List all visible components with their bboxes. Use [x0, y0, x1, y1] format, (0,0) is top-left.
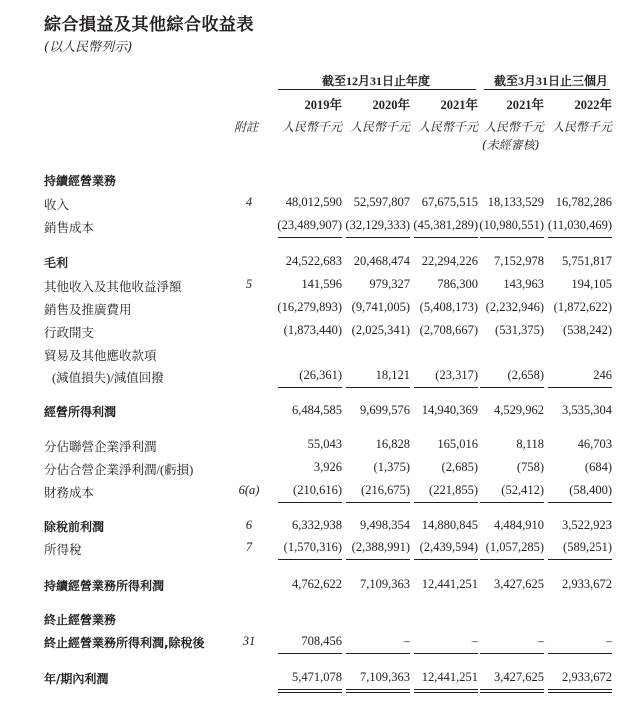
- row-label: 其他收入及其他收益淨額: [44, 280, 182, 294]
- row-value: –: [471, 634, 478, 648]
- row-note: 5: [245, 277, 253, 291]
- row-value: 141,596: [301, 277, 342, 291]
- row-value: 2,933,672: [562, 670, 612, 684]
- row-note: 6(a): [238, 483, 260, 497]
- unit-header: 人民幣千元: [483, 120, 544, 134]
- row-value: 6,332,938: [292, 518, 342, 532]
- row-value: (2,388,991): [351, 540, 410, 554]
- total-underline: [278, 237, 342, 238]
- row-value: 12,441,251: [421, 577, 478, 591]
- row-value: 165,016: [437, 437, 478, 451]
- table-row: [0, 518, 642, 536]
- row-label: 財務成本: [44, 486, 95, 500]
- row-value: (23,489,907): [277, 218, 342, 232]
- row-value: 48,012,590: [285, 195, 342, 209]
- row-value: 5,751,817: [562, 254, 612, 268]
- row-value: (16,279,893): [277, 300, 342, 314]
- row-value: (9,741,005): [351, 300, 410, 314]
- total-underline: [480, 559, 544, 560]
- row-value: 2,933,672: [562, 577, 612, 591]
- row-value: 55,043: [307, 437, 342, 451]
- total-underline: [548, 653, 612, 654]
- row-value: 6,484,585: [292, 403, 342, 417]
- total-underline: [480, 653, 544, 654]
- total-underline: [548, 689, 612, 690]
- row-value: 16,782,286: [555, 195, 612, 209]
- table-row: [0, 540, 642, 558]
- row-label: 除稅前利潤: [44, 520, 105, 534]
- row-value: 194,105: [571, 277, 612, 291]
- year-header: 2021年: [506, 98, 544, 112]
- total-underline: [414, 692, 478, 693]
- row-note: 4: [245, 195, 253, 209]
- row-label: 持續經營業務: [44, 174, 117, 188]
- row-label: 貿易及其他應收款項: [44, 349, 157, 363]
- total-underline: [346, 559, 410, 560]
- unit-header: 人民幣千元: [281, 120, 342, 134]
- row-value: (32,129,333): [345, 218, 410, 232]
- total-underline: [346, 653, 410, 654]
- row-value: 7,109,363: [360, 670, 410, 684]
- row-value: (538,242): [563, 323, 612, 337]
- row-value: (2,025,341): [351, 323, 410, 337]
- period-header-quarter: 截至3月31日止三個月: [494, 74, 609, 88]
- row-label: 銷售及推廣費用: [44, 303, 132, 317]
- row-label: 終止經營業務所得利潤,除稅後: [44, 636, 205, 650]
- row-label: 行政開支: [44, 326, 95, 340]
- row-value: (216,675): [361, 483, 410, 497]
- row-value: (58,400): [569, 483, 612, 497]
- table-row: [0, 577, 642, 595]
- row-value: 979,327: [369, 277, 410, 291]
- total-underline: [414, 689, 478, 690]
- table-row: [0, 634, 642, 652]
- row-value: (758): [516, 460, 544, 474]
- row-value: (210,616): [293, 483, 342, 497]
- period-header-year-rule: [278, 89, 476, 90]
- row-note: 6: [245, 518, 253, 532]
- row-value: 18,121: [375, 368, 410, 382]
- row-value: 14,880,845: [421, 518, 478, 532]
- row-value: 16,828: [375, 437, 410, 451]
- table-row: [0, 195, 642, 213]
- row-value: 22,294,226: [421, 254, 478, 268]
- table-row: [0, 346, 642, 364]
- row-value: (684): [584, 460, 612, 474]
- row-value: (531,375): [495, 323, 544, 337]
- row-value: (2,685): [441, 460, 478, 474]
- total-underline: [480, 689, 544, 690]
- row-value: 3,427,625: [494, 670, 544, 684]
- total-underline: [414, 559, 478, 560]
- statement-subtitle: (以人民幣列示): [44, 40, 133, 55]
- row-value: 4,762,622: [292, 577, 342, 591]
- total-underline: [346, 689, 410, 690]
- total-underline: [548, 559, 612, 560]
- row-value: 246: [593, 368, 612, 382]
- row-label: 所得稅: [44, 543, 82, 557]
- row-value: 708,456: [301, 634, 342, 648]
- row-value: 52,597,807: [353, 195, 410, 209]
- statement-title: 綜合損益及其他綜合收益表: [44, 15, 254, 35]
- row-value: (2,708,667): [419, 323, 478, 337]
- row-label: 終止經營業務: [44, 613, 117, 627]
- total-underline: [548, 387, 612, 388]
- row-label: 經營所得利潤: [44, 405, 117, 419]
- year-header: 2022年: [574, 98, 612, 112]
- table-row: [0, 254, 642, 272]
- row-label: 收入: [44, 198, 70, 212]
- row-note: 7: [245, 540, 253, 554]
- row-value: 18,133,529: [487, 195, 544, 209]
- total-underline: [414, 502, 478, 503]
- table-row: [0, 368, 642, 386]
- table-row: [0, 218, 642, 236]
- total-underline: [278, 692, 342, 693]
- total-underline: [548, 502, 612, 503]
- row-value: 9,498,354: [360, 518, 410, 532]
- row-value: (52,412): [501, 483, 544, 497]
- row-value: –: [605, 634, 612, 648]
- table-row: [0, 300, 642, 318]
- total-underline: [346, 692, 410, 693]
- row-value: (10,980,551): [479, 218, 544, 232]
- row-value: 67,675,515: [421, 195, 478, 209]
- row-value: (5,408,173): [419, 300, 478, 314]
- total-underline: [346, 502, 410, 503]
- row-value: (11,030,469): [547, 218, 612, 232]
- row-value: 14,940,369: [421, 403, 478, 417]
- period-header-year: 截至12月31日止年度: [322, 74, 431, 88]
- row-note: 31: [242, 634, 256, 648]
- row-value: –: [403, 634, 410, 648]
- row-value: 7,109,363: [360, 577, 410, 591]
- table-row: [0, 460, 642, 478]
- row-value: 24,522,683: [285, 254, 342, 268]
- total-underline: [278, 387, 342, 388]
- total-underline: [414, 653, 478, 654]
- row-value: –: [537, 634, 544, 648]
- row-value: 9,699,576: [360, 403, 410, 417]
- row-value: 7,152,978: [494, 254, 544, 268]
- unaudited-label: (未經審核): [482, 138, 540, 152]
- row-value: 143,963: [503, 277, 544, 291]
- total-underline: [278, 559, 342, 560]
- row-value: (2,232,946): [485, 300, 544, 314]
- unit-header: 人民幣千元: [417, 120, 478, 134]
- row-value: (589,251): [563, 540, 612, 554]
- row-value: (1,872,622): [553, 300, 612, 314]
- row-label: 分佔聯營企業淨利潤: [44, 440, 157, 454]
- row-value: 3,522,923: [562, 518, 612, 532]
- row-value: 20,468,474: [353, 254, 410, 268]
- row-value: (1,057,285): [485, 540, 544, 554]
- total-underline: [480, 237, 544, 238]
- total-underline: [278, 653, 342, 654]
- note-column-header: 附註: [234, 120, 259, 134]
- row-label: 持續經營業務所得利潤: [44, 579, 165, 593]
- row-value: (45,381,289): [413, 218, 478, 232]
- table-row: [0, 323, 642, 341]
- row-value: 12,441,251: [421, 670, 478, 684]
- row-value: 4,529,962: [494, 403, 544, 417]
- total-underline: [480, 387, 544, 388]
- unit-header: 人民幣千元: [349, 120, 410, 134]
- total-underline: [346, 237, 410, 238]
- row-value: 4,484,910: [494, 518, 544, 532]
- row-value: 46,703: [577, 437, 612, 451]
- total-underline: [414, 387, 478, 388]
- row-label: 銷售成本: [44, 221, 95, 235]
- row-value: (26,361): [299, 368, 342, 382]
- table-row: [0, 670, 642, 688]
- row-value: 8,118: [516, 437, 544, 451]
- table-row: [0, 403, 642, 421]
- row-value: (2,439,594): [419, 540, 478, 554]
- row-value: (23,317): [435, 368, 478, 382]
- row-value: (1,375): [373, 460, 410, 474]
- total-underline: [346, 387, 410, 388]
- table-row: [0, 483, 642, 501]
- period-header-quarter-rule: [484, 89, 610, 90]
- table-row: [0, 437, 642, 455]
- total-underline: [278, 689, 342, 690]
- row-value: 3,926: [313, 460, 342, 474]
- row-label: 年/期內利潤: [44, 672, 109, 686]
- year-header: 2019年: [304, 98, 342, 112]
- row-label: 分佔合營企業淨利潤/(虧損): [44, 463, 194, 477]
- total-underline: [480, 692, 544, 693]
- row-value: (221,855): [429, 483, 478, 497]
- row-label: 毛利: [44, 256, 69, 270]
- table-row: [0, 172, 642, 190]
- unit-header: 人民幣千元: [551, 120, 612, 134]
- total-underline: [278, 502, 342, 503]
- row-value: 5,471,078: [292, 670, 342, 684]
- row-value: (1,873,440): [283, 323, 342, 337]
- row-label: (減值損失)/減值回撥: [52, 371, 164, 385]
- total-underline: [480, 502, 544, 503]
- row-value: (1,570,316): [283, 540, 342, 554]
- total-underline: [414, 237, 478, 238]
- table-row: [0, 277, 642, 295]
- row-value: 786,300: [437, 277, 478, 291]
- row-value: 3,535,304: [562, 403, 612, 417]
- year-header: 2020年: [372, 98, 410, 112]
- total-underline: [548, 237, 612, 238]
- year-header: 2021年: [440, 98, 478, 112]
- row-value: (2,658): [507, 368, 544, 382]
- total-underline: [548, 692, 612, 693]
- table-row: [0, 611, 642, 629]
- row-value: 3,427,625: [494, 577, 544, 591]
